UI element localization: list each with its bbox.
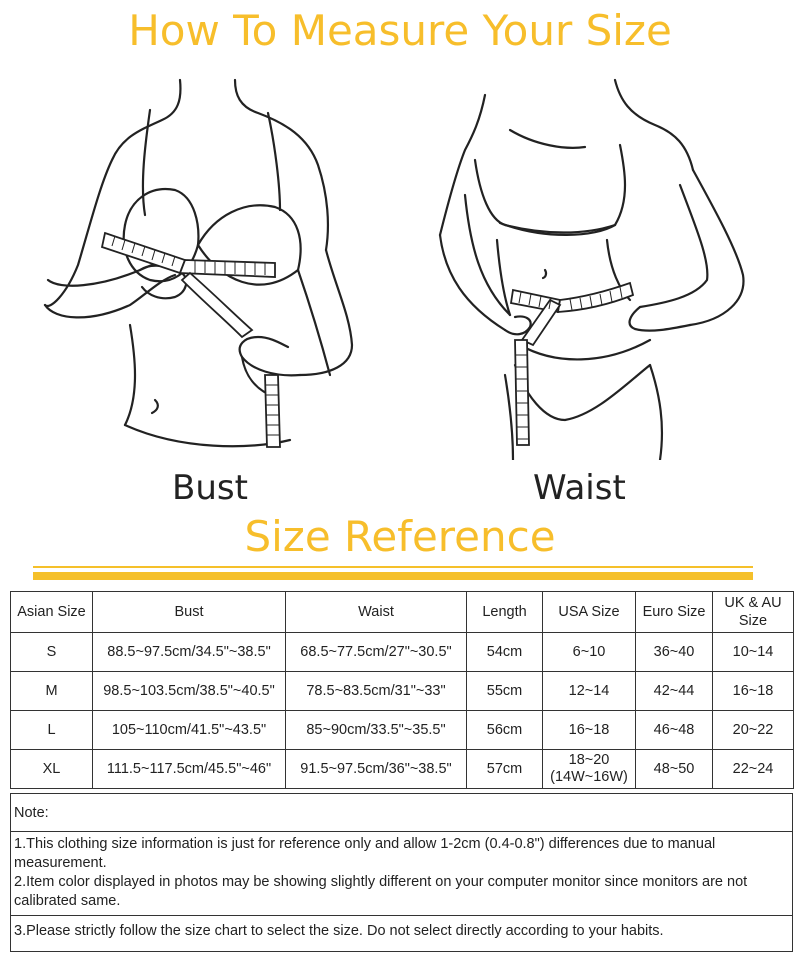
cell-waist: 68.5~77.5cm/27"~30.5"	[286, 633, 467, 672]
cell-waist: 78.5~83.5cm/31"~33"	[286, 672, 467, 711]
table-row	[11, 633, 794, 672]
cell-usa-size: 6~10	[543, 633, 636, 672]
table-row	[11, 750, 794, 789]
cell-usa-size: 16~18	[543, 711, 636, 750]
size-table	[10, 591, 794, 789]
cell-bust: 111.5~117.5cm/45.5"~46"	[93, 750, 286, 789]
cell-asian-size: S	[11, 633, 93, 672]
cell-length: 57cm	[467, 750, 543, 789]
waist-measure-illustration	[425, 75, 765, 460]
header-length: Length	[467, 592, 543, 633]
cell-euro-size: 36~40	[636, 633, 713, 672]
waist-caption: Waist	[533, 468, 626, 508]
table-row	[11, 711, 794, 750]
divider-bar	[33, 572, 753, 580]
table-row	[11, 672, 794, 711]
cell-waist: 91.5~97.5cm/36"~38.5"	[286, 750, 467, 789]
note-item: 1.This clothing size information is just for reference only and allow 1-2cm (0.4-0.8") differences due to manual measurement.	[14, 836, 716, 871]
note-item: 2.Item color displayed in photos may be showing slightly different on your computer monitor since monitors are not calibrated same.	[14, 874, 748, 909]
cell-uk-au-size: 16~18	[713, 672, 794, 711]
cell-bust: 88.5~97.5cm/34.5"~38.5"	[93, 633, 286, 672]
cell-uk-au-size: 10~14	[713, 633, 794, 672]
header-uk-au-size: UK & AU Size	[713, 592, 794, 633]
header-bust: Bust	[93, 592, 286, 633]
bust-caption: Bust	[172, 468, 248, 508]
cell-length: 55cm	[467, 672, 543, 711]
header-asian-size: Asian Size	[11, 592, 93, 633]
notes-box	[10, 793, 793, 952]
notes-heading: Note:	[14, 805, 49, 821]
section-title: Size Reference	[244, 512, 556, 561]
cell-euro-size: 48~50	[636, 750, 713, 789]
cell-bust: 98.5~103.5cm/38.5"~40.5"	[93, 672, 286, 711]
divider-line	[33, 566, 753, 568]
cell-euro-size: 46~48	[636, 711, 713, 750]
cell-length: 56cm	[467, 711, 543, 750]
notes-divider	[11, 831, 792, 832]
note-item: 3.Please strictly follow the size chart to select the size. Do not select directly according to your habits.	[14, 923, 664, 939]
header-usa-size: USA Size	[543, 592, 636, 633]
header-waist: Waist	[286, 592, 467, 633]
cell-uk-au-size: 22~24	[713, 750, 794, 789]
notes-divider	[11, 915, 792, 916]
cell-asian-size: L	[11, 711, 93, 750]
table-header-row	[11, 592, 794, 633]
bust-measure-illustration	[30, 75, 360, 460]
cell-asian-size: XL	[11, 750, 93, 789]
cell-uk-au-size: 20~22	[713, 711, 794, 750]
page-title: How To Measure Your Size	[128, 6, 672, 55]
cell-asian-size: M	[11, 672, 93, 711]
cell-usa-size: 18~20 (14W~16W)	[543, 750, 636, 789]
header-euro-size: Euro Size	[636, 592, 713, 633]
cell-usa-size: 12~14	[543, 672, 636, 711]
cell-bust: 105~110cm/41.5"~43.5"	[93, 711, 286, 750]
cell-length: 54cm	[467, 633, 543, 672]
cell-euro-size: 42~44	[636, 672, 713, 711]
cell-waist: 85~90cm/33.5"~35.5"	[286, 711, 467, 750]
